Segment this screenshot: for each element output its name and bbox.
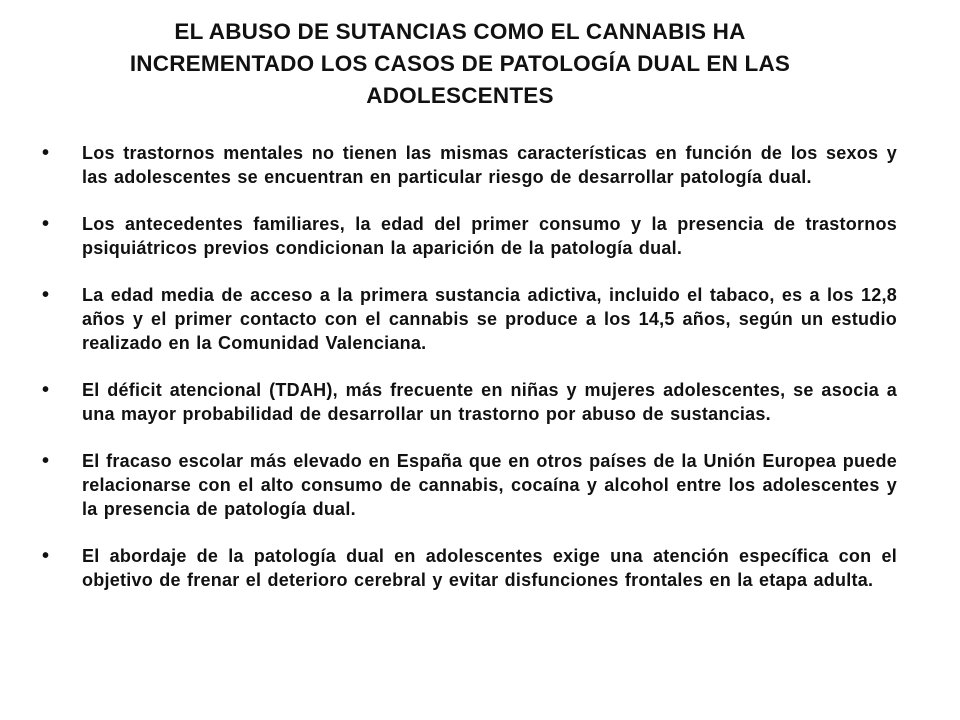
bullet-text: Los trastornos mentales no tienen las mismas características en función de los sexos y las adolescentes se encuentran en particular riesgo de desarrollar patología dual. [82,143,897,187]
title-line-1: EL ABUSO DE SUTANCIAS COMO EL CANNABIS HA [174,19,746,44]
bullet-text: Los antecedentes familiares, la edad del primer consumo y la presencia de trastornos psiquiátricos previos condicionan la aparición de la patología dual. [82,214,897,258]
bullet-item [0,141,897,189]
bullet-item [0,283,897,355]
bullet-dot-icon: • [42,545,50,567]
bullet-dot-icon: • [42,142,50,164]
bullet-dot-icon: • [42,379,50,401]
bullet-item [0,212,897,260]
bullet-dot-icon: • [42,450,50,472]
bullet-text: El déficit atencional (TDAH), más frecuente en niñas y mujeres adolescentes, se asocia a una mayor probabilidad de desarrollar un trastorno por abuso de sustancias. [82,380,897,424]
bullet-dot-icon: • [42,284,50,306]
bullet-text: La edad media de acceso a la primera sustancia adictiva, incluido el tabaco, es a los 12,8 años y el primer contacto con el cannabis se produce a los 14,5 años, según un estudio realizado en la Comunidad Valenciana. [82,285,897,353]
title-line-3: ADOLESCENTES [366,83,554,108]
page-title [10,16,910,112]
title-line-2: INCREMENTADO LOS CASOS DE PATOLOGÍA DUAL EN LAS [129,51,791,76]
bullet-item [0,378,897,426]
bullet-text: El abordaje de la patología dual en adolescentes exige una atención específica con el objetivo de frenar el deterioro cerebral y evitar disfunciones frontales en la etapa adulta. [82,546,897,590]
bullet-text: El fracaso escolar más elevado en España que en otros países de la Unión Europea puede relacionarse con el alto consumo de cannabis, cocaína y alcohol entre los adolescentes y la presencia de patología dual. [82,451,897,519]
bullet-item [0,544,897,592]
bullet-item [0,449,897,521]
bullet-dot-icon: • [42,213,50,235]
bullet-list [0,141,960,615]
